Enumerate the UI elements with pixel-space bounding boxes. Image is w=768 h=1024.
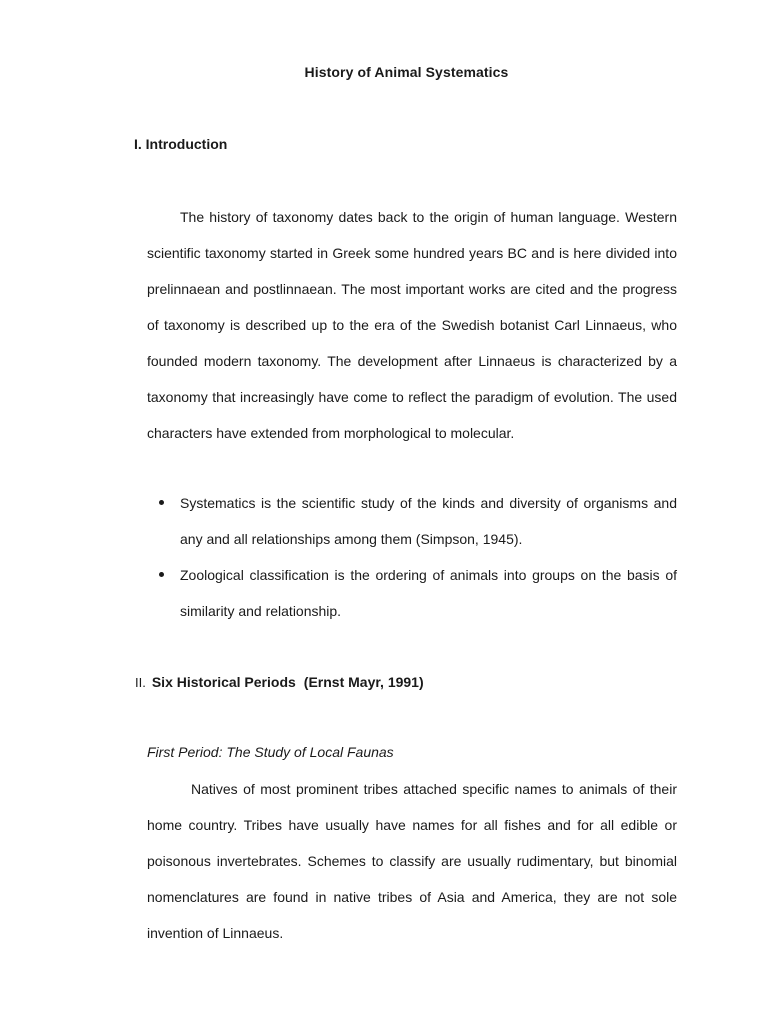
section-heading-introduction: I. Introduction bbox=[134, 136, 228, 152]
introduction-paragraph: The history of taxonomy dates back to the origin of human language. Western scientific taxonomy started in Greek some hundred years BC and is here divided into prelinnaean and postlinnaean. The most important works are cited and the progress of taxonomy is described up to the era of the Swedish botanist Carl Linnaeus, who founded modern taxonomy. The development after Linnaeus is characterized by a taxonomy that increasingly have come to reflect the paradigm of evolution. The used characters have extended from morphological to molecular. bbox=[147, 209, 677, 441]
bullet-icon bbox=[159, 572, 164, 577]
section-heading-historical-periods bbox=[135, 674, 424, 690]
bullet-text: Systematics is the scientific study of the kinds and diversity of organisms and any and all relationships among them (Simpson, 1945). bbox=[180, 495, 677, 547]
bullet-icon bbox=[159, 500, 164, 505]
list-item bbox=[160, 557, 677, 629]
section-title: Six Historical Periods bbox=[151, 674, 296, 690]
introduction-bullet-list bbox=[160, 485, 677, 629]
period-subheading: First Period: The Study of Local Faunas bbox=[147, 744, 394, 760]
section-number: II. bbox=[135, 675, 146, 690]
section-citation: (Ernst Mayr, 1991) bbox=[303, 674, 424, 690]
document-title: History of Animal Systematics bbox=[304, 64, 509, 80]
first-period-paragraph: Natives of most prominent tribes attached specific names to animals of their home country. Tribes have usually have names for all fishes and for all edible or poisonous invertebrates. Schemes to classify are usually rudimentary, but binomial nomenclatures are found in native tribes of Asia and America, they are not sole invention of Linnaeus. bbox=[147, 781, 677, 941]
bullet-text: Zoological classification is the ordering of animals into groups on the basis of similarity and relationship. bbox=[180, 567, 677, 619]
list-item bbox=[160, 485, 677, 557]
